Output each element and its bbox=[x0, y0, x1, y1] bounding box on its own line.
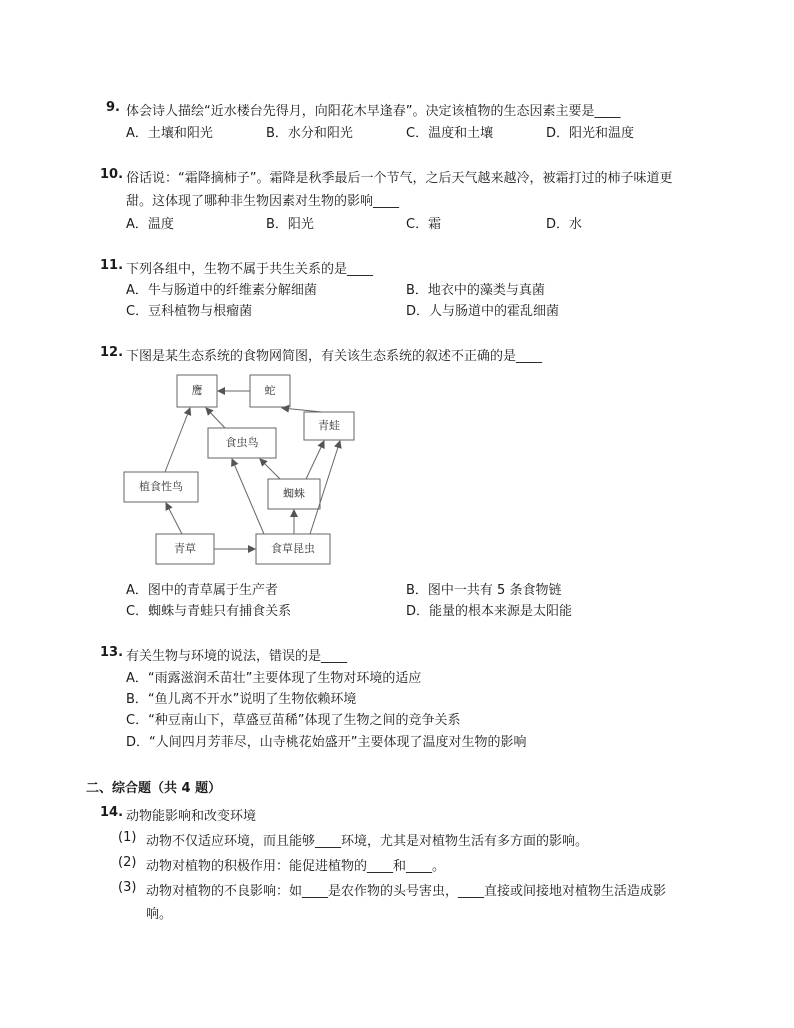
q12-option-b: B．图中一共有 5 条食物链 bbox=[406, 583, 562, 598]
node-frog: 青蛙 bbox=[318, 419, 340, 432]
q12-option-d: D．能量的根本来源是太阳能 bbox=[406, 604, 573, 619]
q10-option-a: A．温度 bbox=[126, 217, 174, 232]
arrow-herbbird-to-eagle bbox=[165, 408, 190, 472]
q10-option-b: B．阳光 bbox=[266, 217, 314, 232]
q13-option-c: C．“种豆南山下，草盛豆苗稀”体现了生物之间的竞争关系 bbox=[126, 713, 461, 728]
q13-option-b: B．“鱼儿离不开水”说明了生物依赖环境 bbox=[126, 692, 357, 707]
q10-number: 10. bbox=[100, 167, 124, 182]
q14-sub1-number: (1) bbox=[118, 830, 137, 845]
arrow-spider-to-frog bbox=[306, 441, 324, 479]
node-eagle: 鹰 bbox=[191, 384, 203, 397]
q14-stem: 动物能影响和改变环境 bbox=[126, 809, 257, 824]
q9-option-c: C．温度和土壤 bbox=[406, 126, 494, 141]
q10-stem-line1: 俗话说：“霜降摘柿子”。霜降是秋季最后一个节气，之后天气越来越冷，被霜打过的柿子味道更 bbox=[126, 171, 673, 186]
q9-option-d: D．阳光和温度 bbox=[546, 126, 635, 141]
q12-stem: 下图是某生态系统的食物网简图，有关该生态系统的叙述不正确的是____ bbox=[126, 349, 543, 364]
q11-option-a: A．牛与肠道中的纤维素分解细菌 bbox=[126, 283, 317, 298]
q14-sub3-line2: 响。 bbox=[146, 907, 173, 922]
arrow-frog-to-snake bbox=[282, 408, 322, 412]
q11-number: 11. bbox=[100, 258, 124, 273]
q12-number: 12. bbox=[100, 345, 124, 360]
arrow-spider-to-insectbird bbox=[260, 459, 280, 479]
q13-number: 13. bbox=[100, 645, 124, 660]
q12-option-c: C．蜘蛛与青蛙只有捕食关系 bbox=[126, 604, 292, 619]
q11-option-d: D．人与肠道中的霍乱细菌 bbox=[406, 304, 560, 319]
q14-sub1: 动物不仅适应环境，而且能够____环境，尤其是对植物生活有多方面的影响。 bbox=[146, 834, 589, 849]
q13-option-a: A．“雨露滋润禾苗壮”主要体现了生物对环境的适应 bbox=[126, 671, 422, 686]
q12-option-a: A．图中的青草属于生产者 bbox=[126, 583, 278, 598]
node-grass: 青草 bbox=[174, 542, 196, 555]
node-herb-insect: 食草昆虫 bbox=[271, 542, 315, 555]
q10-option-d: D．水 bbox=[546, 217, 583, 232]
q11-stem: 下列各组中，生物不属于共生关系的是____ bbox=[126, 262, 374, 277]
section-2-heading: 二、综合题（共 4 题） bbox=[86, 781, 222, 796]
node-snake: 蛇 bbox=[264, 384, 276, 397]
q14-sub2-number: (2) bbox=[118, 855, 137, 870]
arrow-herbinsect-to-insectbird bbox=[232, 459, 264, 534]
arrow-grass-to-herbbird bbox=[166, 503, 182, 534]
node-spider: 蜘蛛 bbox=[283, 487, 305, 500]
q13-stem: 有关生物与环境的说法，错误的是____ bbox=[126, 649, 348, 664]
node-insectivore-bird: 食虫鸟 bbox=[225, 436, 259, 449]
q14-sub2: 动物对植物的积极作用：能促进植物的____和____。 bbox=[146, 859, 446, 874]
q9-option-a: A．土壤和阳光 bbox=[126, 126, 213, 141]
q14-number: 14. bbox=[100, 805, 124, 820]
arrow-insectbird-to-eagle bbox=[206, 408, 225, 428]
q10-stem-line2: 甜。这体现了哪种非生物因素对生物的影响____ bbox=[126, 194, 400, 209]
q14-sub3-line1: 动物对植物的不良影响：如____是农作物的头号害虫，____直接或间接地对植物生活造成影 bbox=[146, 884, 667, 899]
q9-option-b: B．水分和阳光 bbox=[266, 126, 353, 141]
q10-option-c: C．霜 bbox=[406, 217, 442, 232]
q11-option-c: C．豆科植物与根瘤菌 bbox=[126, 304, 253, 319]
q13-option-d: D．“人间四月芳菲尽，山寺桃花始盛开”主要体现了温度对生物的影响 bbox=[126, 735, 527, 750]
food-web-diagram bbox=[110, 368, 370, 568]
q9-number: 9. bbox=[106, 100, 120, 115]
node-herbivore-bird: 植食性鸟 bbox=[139, 480, 183, 493]
q11-option-b: B．地衣中的藻类与真菌 bbox=[406, 283, 545, 298]
q9-stem: 体会诗人描绘“近水楼台先得月，向阳花木早逢春”。决定该植物的生态因素主要是____ bbox=[126, 104, 621, 119]
q14-sub3-number: (3) bbox=[118, 880, 137, 895]
